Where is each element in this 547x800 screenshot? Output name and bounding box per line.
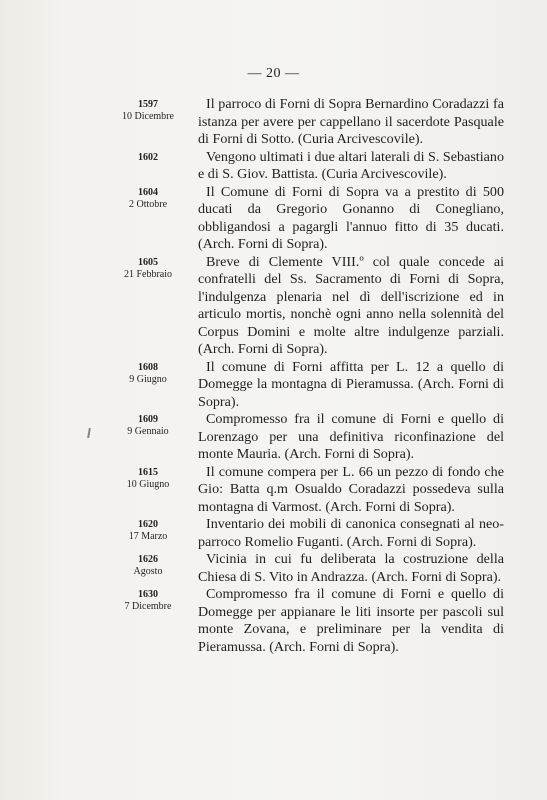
entry-text: Il comune compera per L. 66 un pezzo di fondo che Gio: Batta q.m Osualdo Coradazzi possedeva sulla montagna di Varmost. (Arch. Forni di Sopra).	[198, 463, 504, 515]
entry-text: Il parroco di Forni di Sopra Bernardino Coradazzi fa istanza per avere per cappellano il sacerdote Pasquale di Forni di Sotto. (Curia Arcivescovile).	[198, 96, 504, 147]
chronology-entry	[0, 184, 547, 254]
entry-text: Compromesso fra il comune di Forni e quello di Lorenzago per una definitiva riconfinazione del monte Mauria. (Arch. Forni di Sopra).	[198, 411, 504, 462]
chronology-entry	[0, 551, 547, 586]
entry-year: 1602	[138, 151, 158, 163]
chronology-list	[0, 96, 547, 656]
entry-year: 1626	[138, 554, 158, 565]
entry-year: 1620	[138, 519, 158, 530]
entry-year: 1609	[138, 414, 158, 425]
entry-day: 7 Dicembre	[124, 601, 172, 612]
entry-date	[100, 187, 196, 211]
entry-date	[100, 99, 196, 123]
entry-date	[100, 414, 196, 438]
entry-date	[100, 362, 196, 386]
entry-date	[100, 519, 196, 543]
entry-year: 1615	[138, 466, 158, 478]
entry-text: Vicinia in cui fu deliberata la costruzione della Chiesa di S. Vito in Andrazza. (Arch. Forni di Sopra).	[198, 551, 504, 585]
entry-date	[100, 152, 196, 164]
chronology-entry	[0, 586, 547, 656]
page-number: — 20 —	[247, 66, 300, 81]
entry-day: 2 Ottobre	[128, 198, 168, 210]
chronology-entry	[0, 516, 547, 551]
entry-day: 9 Gennaio	[127, 426, 169, 437]
entry-text: Il Comune di Forni di Sopra va a prestito di 500 ducati da Gregorio Gonanno di Conegliano, obbligandosi a pagargli l'annuo fitto di 35 ducati. (Arch. Forni di Sopra).	[198, 183, 504, 252]
entry-day: 21 Febbraio	[123, 268, 173, 280]
entry-date	[100, 257, 196, 281]
entry-day: 10 Dicembre	[122, 111, 174, 122]
entry-year: 1630	[138, 589, 158, 600]
chronology-entry	[0, 464, 547, 517]
chronology-entry	[0, 254, 547, 359]
entry-text: Breve di Clemente VIII.º col quale concede ai confratelli del Ss. Sacramento di Forni di Sopra, l'indulgenza plenaria nel dì dell'iscrizione ed in articulo mortis, nonchè ogni anno nella solennità del Corpus Domini e molte altre indulgenze parziali. (Arch. Forni di Sopra).	[198, 253, 504, 357]
entry-day: 17 Marzo	[128, 531, 168, 542]
entry-year: 1608	[138, 361, 158, 373]
chronology-entry	[0, 411, 547, 464]
entry-day: 9 Giugno	[129, 373, 167, 385]
entry-year: 1605	[138, 256, 158, 268]
chronology-entry	[0, 149, 547, 184]
entry-text: Compromesso fra il comune di Forni e quello di Domegge per appianare le liti insorte per pascoli sul monte Zovana, e preliminare per la vendita di Pieramussa. (Arch. Forni di Sopra).	[198, 586, 504, 655]
chronology-entry	[0, 96, 547, 149]
entry-year: 1604	[138, 186, 158, 198]
entry-year: 1597	[138, 99, 158, 110]
entry-text: Inventario dei mobili di canonica consegnati al neo-parroco Romelio Fuganti. (Arch. Forni di Sopra).	[198, 516, 504, 550]
entry-text: Vengono ultimati i due altari laterali di S. Sebastiano e di S. Giov. Battista. (Curia Arcivescovile).	[198, 148, 504, 182]
entry-date	[100, 554, 196, 578]
entry-day: 10 Giugno	[126, 478, 170, 490]
entry-text: Il comune di Forni affitta per L. 12 a quello di Domegge la montagna di Pieramussa. (Arch. Forni di Sopra).	[198, 358, 504, 410]
entry-date	[100, 467, 196, 491]
entry-date	[100, 589, 196, 613]
entry-day: Agosto	[133, 566, 163, 577]
chronology-entry	[0, 359, 547, 412]
